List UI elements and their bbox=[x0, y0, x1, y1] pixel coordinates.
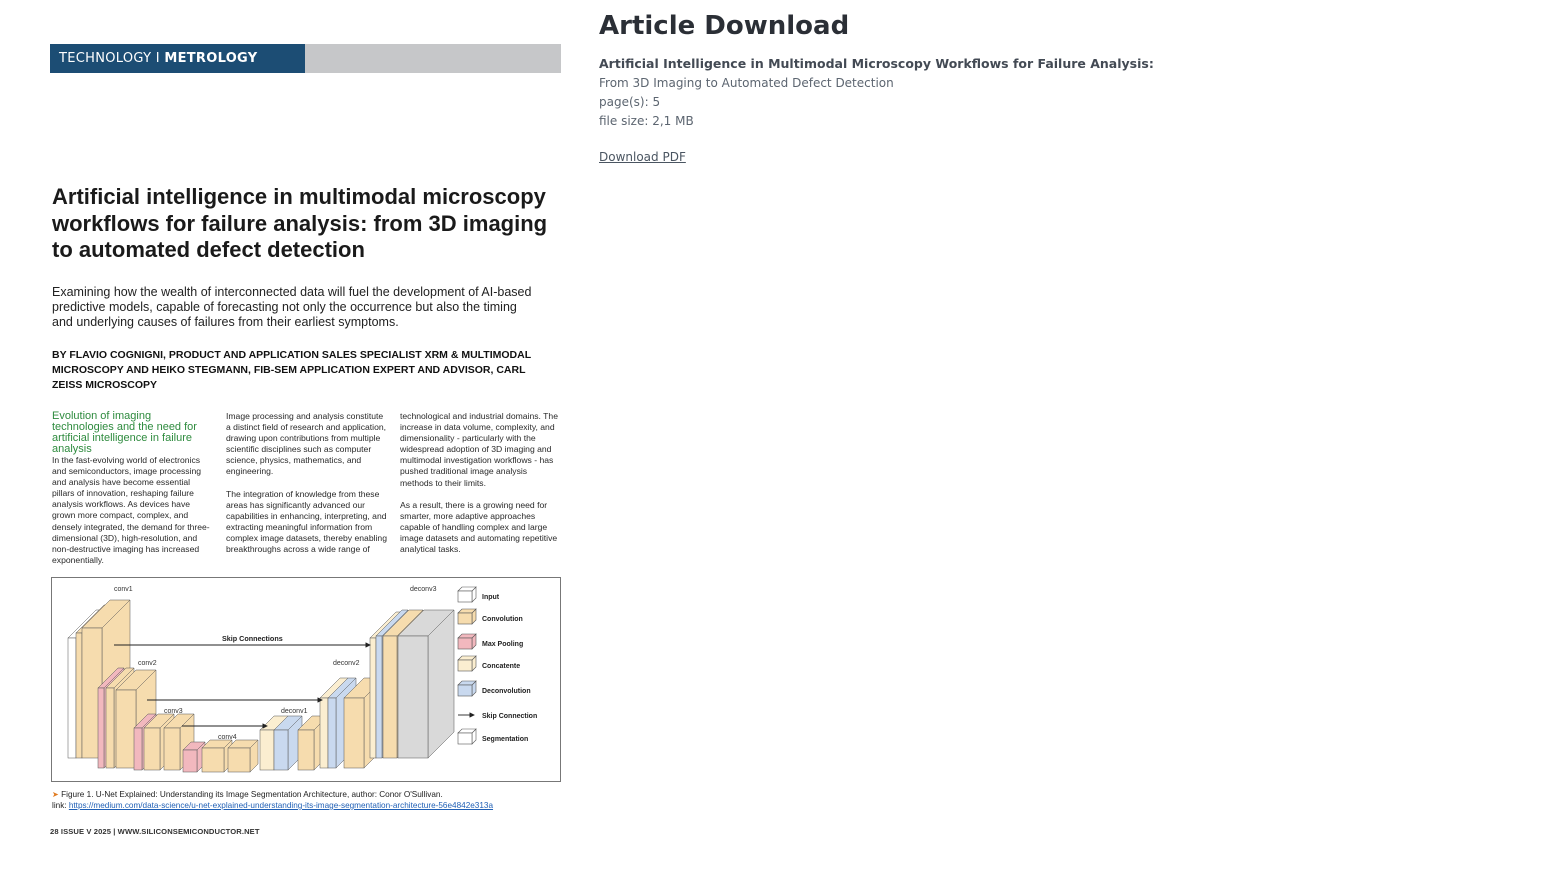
paragraph: In the fast-evolving world of electronics and semiconductors, image processing and analysis have become essential pillars of innovation, reshaping failure analysis workflows. As devices have grown more compact, complex, and densely integrated, the demand for three-dimensional (3D), high-resolution, and non-destructive imaging has increased exponentially. bbox=[52, 455, 210, 565]
label-deconv2: deconv2 bbox=[333, 660, 360, 667]
pool-block bbox=[183, 742, 205, 772]
legend-label: Skip Connection bbox=[482, 713, 538, 720]
legend-label: Concatente bbox=[482, 663, 521, 670]
article-column-3 bbox=[400, 411, 562, 566]
article-column-2 bbox=[226, 411, 388, 566]
section-banner-label bbox=[50, 44, 305, 73]
caption-text: Figure 1. U-Net Explained: Understanding its Image Segmentation Architecture, author: Conor O'Sullivan. bbox=[61, 790, 443, 799]
legend-swatch bbox=[458, 634, 523, 649]
legend-label: Deconvolution bbox=[482, 688, 531, 695]
conv-block bbox=[202, 740, 232, 772]
banner-subcategory: METROLOGY bbox=[164, 51, 258, 66]
legend-label: Segmentation bbox=[482, 736, 529, 743]
paragraph: The integration of knowledge from these areas has significantly advanced our capabilities in enhancing, interpreting, and extracting meaningful information from complex image datasets, thereby enabling breakthroughs across a wide range of bbox=[226, 488, 387, 555]
legend-label: Input bbox=[482, 594, 500, 601]
legend-label: Convolution bbox=[482, 616, 523, 623]
unet-figure bbox=[51, 577, 561, 782]
caption-url-link[interactable]: https://medium.com/data-science/u-net-explained-understanding-its-image-segmentation-architecture-56e4842e313a bbox=[68, 801, 494, 810]
label-conv2: conv2 bbox=[138, 660, 157, 667]
section-heading: Evolution of imaging technologies and the need for artificial intelligence in failure analysis bbox=[52, 410, 197, 455]
caption-link-label: link: bbox=[52, 801, 67, 810]
label-skip-connections: Skip Connections bbox=[222, 634, 283, 643]
article-column-1 bbox=[52, 411, 214, 577]
label-conv1: conv1 bbox=[114, 586, 133, 593]
paragraph: technological and industrial domains. The increase in data volume, complexity, and dimensionality - particularly with the widespread adoption of 3D imaging and multimodal investigation workflows - has pushed traditional image analysis methods to their limits. bbox=[400, 411, 558, 488]
footer-text: ISSUE V 2025 | WWW.SILICONSEMICONDUCTOR.NET bbox=[60, 827, 260, 836]
paragraph: As a result, there is a growing need for smarter, more adaptive approaches capable of handling complex and large image datasets and automating repetitive analytical tasks. bbox=[400, 499, 558, 555]
page-footer bbox=[50, 827, 260, 836]
label-conv4: conv4 bbox=[218, 734, 237, 741]
legend-swatch bbox=[458, 729, 528, 744]
banner-separator: I bbox=[151, 51, 165, 66]
legend-label: Max Pooling bbox=[482, 641, 524, 648]
legend-swatch bbox=[458, 587, 500, 602]
legend-swatch bbox=[458, 681, 531, 696]
conv-block bbox=[228, 740, 258, 772]
article-title-line1: Artificial Intelligence in Multimodal Microscopy Workflows for Failure Analysis: bbox=[599, 56, 1154, 71]
label-deconv1: deconv1 bbox=[281, 708, 308, 715]
caption-arrow-icon: ➤ bbox=[52, 790, 59, 799]
segmentation-block bbox=[398, 610, 454, 758]
unet-diagram bbox=[52, 578, 560, 781]
banner-category: TECHNOLOGY bbox=[59, 51, 152, 66]
article-title-line2: From 3D Imaging to Automated Defect Detection bbox=[599, 76, 894, 90]
file-size: file size: 2,1 MB bbox=[599, 114, 694, 128]
section-banner bbox=[50, 44, 561, 73]
paragraph: Image processing and analysis constitute a distinct field of research and application, drawing upon contributions from multiple scientific disciplines such as computer science, physics, mathematics, and engineering. bbox=[226, 411, 387, 477]
article-page-preview bbox=[50, 44, 562, 844]
label-deconv3: deconv3 bbox=[410, 586, 437, 593]
legend-swatch bbox=[458, 609, 523, 624]
download-pdf-link[interactable]: Download PDF bbox=[599, 150, 686, 164]
page-number: 28 bbox=[50, 827, 59, 836]
article-byline: BY FLAVIO COGNIGNI, PRODUCT AND APPLICATION SALES SPECIALIST XRM & MULTIMODAL MICROSCOPY AND HEIKO STEGMANN, FIB-SEM APPLICATION EXPERT AND ADVISOR, CARL ZEISS MICROSCOPY bbox=[52, 349, 531, 391]
download-heading: Article Download bbox=[599, 11, 850, 41]
figure-caption bbox=[52, 789, 562, 811]
legend-swatch bbox=[458, 656, 520, 671]
article-lead: Examining how the wealth of interconnected data will fuel the development of AI-based predictive models, capable of forecasting not only the occurrence but also the timing and underlying causes of failures from their earliest symptoms. bbox=[52, 285, 532, 330]
label-conv3: conv3 bbox=[164, 708, 183, 715]
download-panel bbox=[599, 10, 1499, 165]
page-count: page(s): 5 bbox=[599, 95, 661, 109]
legend-item bbox=[458, 713, 537, 720]
article-title: Artificial intelligence in multimodal microscopy workflows for failure analysis: from 3D imaging to automated defect detection bbox=[52, 184, 548, 262]
